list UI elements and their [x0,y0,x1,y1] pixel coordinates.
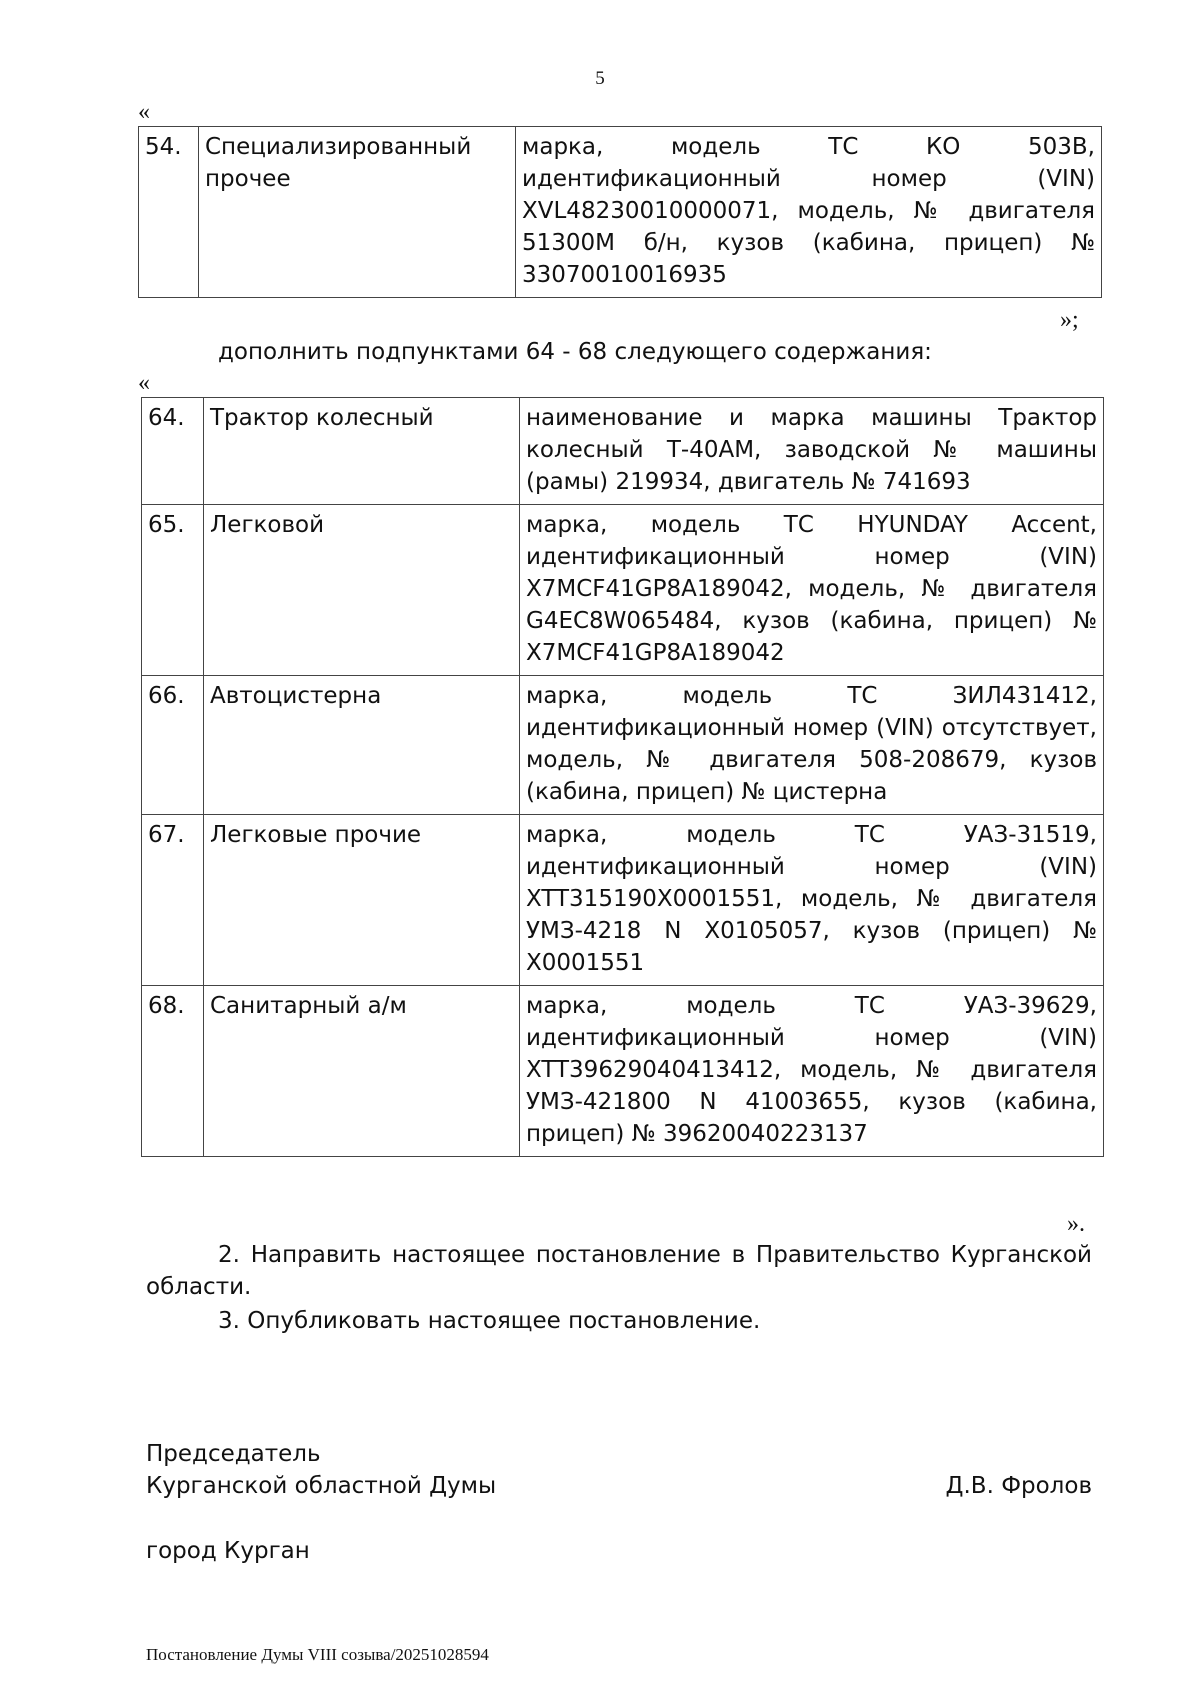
item-3-paragraph: 3. Опубликовать настоящее постановление. [218,1308,761,1334]
vehicle-description: марка, модель ТС HYUNDAY Accent, идентификационный номер (VIN) X7MCF41GP8A189042, модель, № двигателя G4EC8W065484, кузов (кабина, прицеп) № X7MCF41GP8A189042 [520,505,1104,676]
vehicle-type: Легковой [204,505,520,676]
signature-title-line-1: Председатель [146,1441,321,1467]
city-line: город Курган [146,1538,310,1564]
vehicle-description: марка, модель ТС КО 503В, идентификационный номер (VIN) XVL48230010000071, модель, № двигателя 51300М б/н, кузов (кабина, прицеп) № 33070010016935 [516,127,1102,298]
row-number: 54. [139,127,199,298]
vehicle-type: Специализированный прочее [199,127,516,298]
row-number: 68. [142,986,204,1157]
table-row [142,676,1104,815]
opening-quote-2: « [138,370,150,396]
row-number: 65. [142,505,204,676]
vehicle-description: наименование и марка машины Трактор колесный Т-40АМ, заводской № машины (рамы) 219934, двигатель № 741693 [520,398,1104,505]
signature-title-line-2: Курганской областной Думы [146,1473,497,1499]
items-table-1-body [139,127,1102,298]
vehicle-type: Санитарный а/м [204,986,520,1157]
table-row [139,127,1102,298]
vehicle-type: Автоцистерна [204,676,520,815]
table-row [142,505,1104,676]
vehicle-type: Трактор колесный [204,398,520,505]
closing-quote-1: »; [1060,307,1079,333]
signatory-name: Д.В. Фролов [945,1473,1092,1499]
document-footer: Постановление Думы VIII созыва/20251028594 [146,1645,489,1664]
vehicle-description: марка, модель ТС УАЗ-39629, идентификационный номер (VIN) XTT39629040413412, модель, № двигателя УМЗ-421800 N 41003655, кузов (кабина, прицеп) № 39620040223137 [520,986,1104,1157]
table-row [142,398,1104,505]
vehicle-description: марка, модель ТС ЗИЛ431412, идентификационный номер (VIN) отсутствует, модель, № двигателя 508-208679, кузов (кабина, прицеп) № цистерна [520,676,1104,815]
items-table-1 [138,126,1102,298]
intro-paragraph: дополнить подпунктами 64 - 68 следующего содержания: [218,339,932,365]
vehicle-type: Легковые прочие [204,815,520,986]
closing-quote-2: ». [1067,1211,1085,1237]
items-table-2-body [142,398,1104,1157]
opening-quote-1: « [138,99,150,125]
item-2-paragraph: 2. Направить настоящее постановление в Правительство Курганской области. [146,1242,1092,1300]
table-row [142,986,1104,1157]
items-table-2 [141,397,1104,1157]
page-number: 5 [595,68,605,89]
vehicle-description: марка, модель ТС УАЗ-31519, идентификационный номер (VIN) XTT315190X0001551, модель, № двигателя УМЗ-4218 N X0105057, кузов (прицеп) № X0001551 [520,815,1104,986]
row-number: 67. [142,815,204,986]
row-number: 64. [142,398,204,505]
row-number: 66. [142,676,204,815]
table-row [142,815,1104,986]
